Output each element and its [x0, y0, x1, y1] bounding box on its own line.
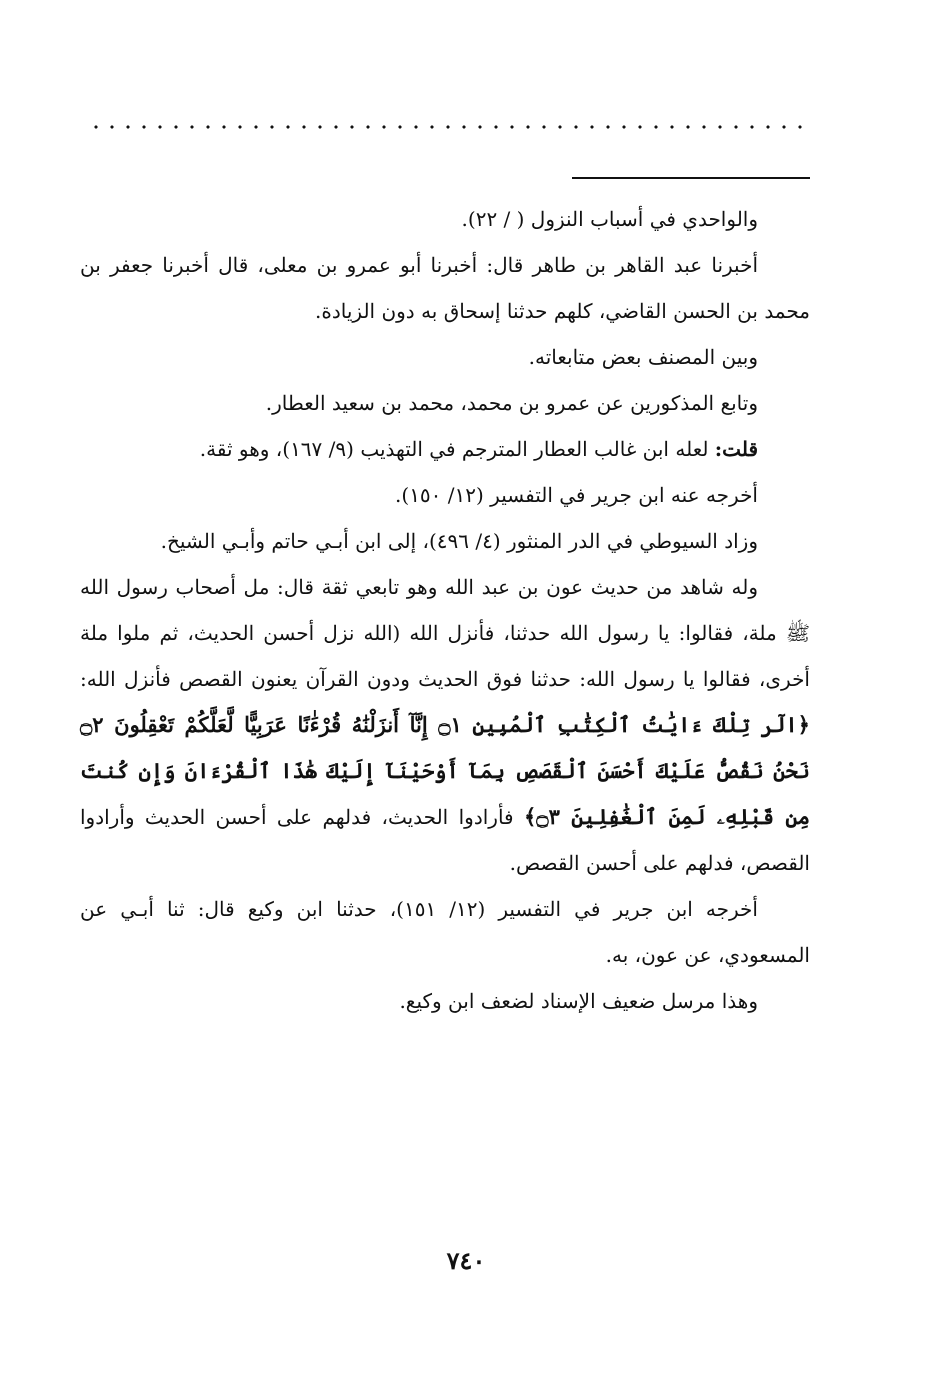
paragraph-text: أخبرنا عبد القاهر بن طاهر قال: أخبرنا أبو عمرو بن معلى، قال أخبرنا جعفر بن محمد بن الحسن القاضي، كلهم حدثنا إسحاق به دون الزيادة.: [80, 253, 810, 323]
paragraph: [80, 518, 810, 564]
witness-paragraph: [80, 564, 810, 886]
quran-verses: ﴿الٓر تِلْكَ ءَايَٰتُ ٱلْكِتَٰبِ ٱلْمُبِينِ ۝١ إِنَّآ أَنزَلْنَٰهُ قُرْءَٰنًا عَرَبِيًّا لَّعَلَّكُمْ تَعْقِلُونَ ۝٢ نَحْنُ نَقُصُّ عَلَيْكَ أَحْسَنَ ٱلْقَصَصِ بِمَآ أَوْحَيْنَآ إِلَيْكَ هَٰذَا ٱلْقُرْءَانَ وَإِن كُنتَ مِن قَبْلِهِۦ لَمِنَ ٱلْغَٰفِلِينَ ۝٣﴾: [80, 712, 810, 829]
paragraph: [80, 426, 810, 472]
footnote-rule: [572, 177, 810, 179]
main-text: [80, 196, 810, 1024]
paragraph-text: أخرجه عنه ابن جرير في التفسير (١٢/ ١٥٠).: [395, 483, 758, 507]
paragraph-text: وهذا مرسل ضعيف الإسناد لضعف ابن وكيع.: [399, 989, 758, 1013]
paragraph-lead: قلت:: [714, 437, 758, 461]
paragraph-text: والواحدي في أسباب النزول ( / ٢٢).: [461, 207, 758, 231]
page-number: ٧٤٠: [446, 1246, 486, 1275]
witness-text: وله شاهد من حديث عون بن عبد الله وهو تابعي ثقة قال: مل أصحاب رسول الله ﷺ ملة، فقالوا: يا رسول الله حدثنا، فأنزل الله (الله نزل أحسن الحديث، ثم ملوا ملة أخرى، فقالوا يا رسول الله: حدثنا فوق الحديث ودون القرآن يعنون القصص فأنزل الله:: [80, 575, 810, 691]
paragraph-text: أخرجه ابن جرير في التفسير (١٢/ ١٥١)، حدثنا ابن وكيع قال: ثنا أبـي عن المسعودي، عن عون، به.: [80, 897, 810, 967]
paragraph: [80, 380, 810, 426]
paragraph: [80, 242, 810, 334]
paragraph: [80, 886, 810, 978]
paragraph: [80, 334, 810, 380]
witness-ending: فأرادوا الحديث، فدلهم على أحسن الحديث وأرادوا القصص، فدلهم على أحسن القصص.: [80, 805, 810, 875]
dotted-separator: [88, 124, 810, 130]
paragraph-text: وبين المصنف بعض متابعاته.: [528, 345, 758, 369]
paragraph: [80, 978, 810, 1024]
paragraph-text: وزاد السيوطي في الدر المنثور (٤/ ٤٩٦)، إلى ابن أبـي حاتم وأبـي الشيخ.: [160, 529, 758, 553]
paragraph-text: وتابع المذكورين عن عمرو بن محمد، محمد بن سعيد العطار.: [265, 391, 758, 415]
paragraph: [80, 472, 810, 518]
paragraph-text: لعله ابن غالب العطار المترجم في التهذيب (٩/ ١٦٧)، وهو ثقة.: [199, 437, 715, 461]
paragraph: [80, 196, 810, 242]
